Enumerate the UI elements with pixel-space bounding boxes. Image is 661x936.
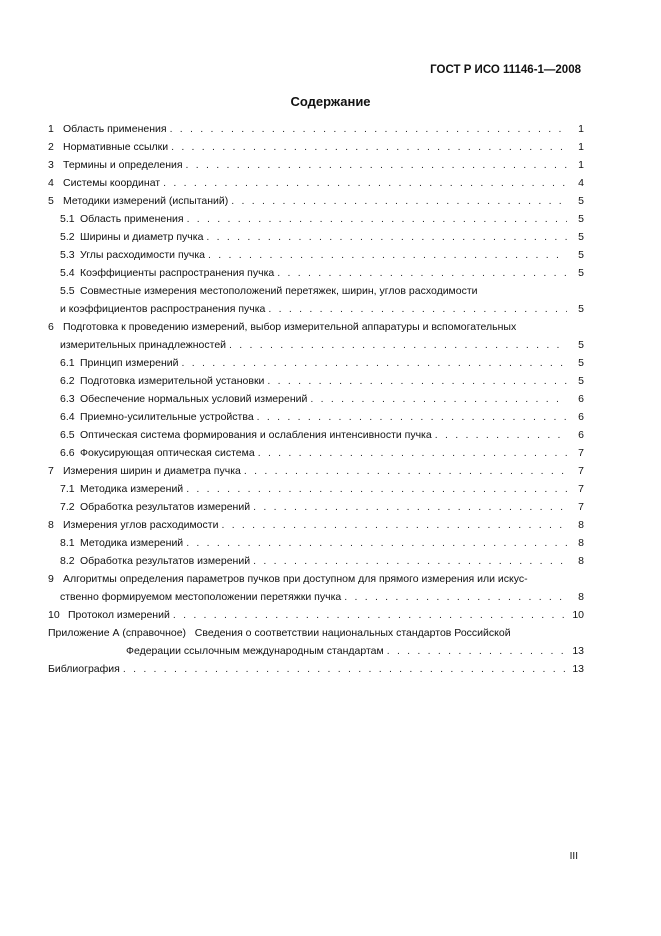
toc-entry-number: 5.4 <box>60 267 75 279</box>
toc-subentry[interactable] <box>48 282 584 300</box>
toc-entry-number: 9 <box>48 573 54 585</box>
toc-subentry[interactable] <box>48 534 584 552</box>
toc-entry-page: 13 <box>572 645 584 657</box>
toc-entry-title: Подготовка измерительной установки <box>80 375 265 387</box>
toc-entry-page: 1 <box>578 141 584 153</box>
dot-leader <box>170 120 567 138</box>
toc-entry-page: 5 <box>578 357 584 369</box>
toc-entry-title: Методика измерений <box>80 537 184 549</box>
toc-entry-page: 1 <box>578 159 584 171</box>
toc-entry-title: Обеспечение нормальных условий измерений <box>80 393 308 405</box>
toc-subentry[interactable] <box>48 354 584 372</box>
toc-entry-number: 6.4 <box>60 411 75 423</box>
toc-entry-title: Углы расходимости пучка <box>80 249 206 261</box>
dot-leader <box>173 606 567 624</box>
toc-entry-number: 7 <box>48 465 54 477</box>
toc-entry-title: Приложение А (справочное) Сведения о соответствии национальных стандартов Российской <box>48 627 511 639</box>
dot-leader <box>231 192 567 210</box>
toc-entry-title: Обработка результатов измерений <box>80 555 251 567</box>
dot-leader <box>277 264 567 282</box>
toc-subentry[interactable] <box>48 408 584 426</box>
toc-entry-title: Библиография <box>48 663 120 675</box>
toc-entry-page: 7 <box>578 465 584 477</box>
dot-leader <box>268 300 567 318</box>
toc-entry-title: Термины и определения <box>63 159 183 171</box>
dot-leader <box>258 444 567 462</box>
dot-leader <box>253 498 567 516</box>
dot-leader <box>310 390 567 408</box>
toc-entry-page: 8 <box>578 555 584 567</box>
toc-entry-title: Методики измерений (испытаний) <box>63 195 229 207</box>
toc-subentry-continuation[interactable] <box>48 300 584 318</box>
dot-leader <box>206 228 567 246</box>
toc-entry-number: 8.1 <box>60 537 75 549</box>
toc-entry-title: Протокол измерений <box>68 609 170 621</box>
dot-leader <box>163 174 567 192</box>
dot-leader <box>257 408 567 426</box>
toc-entry-number: 1 <box>48 123 54 135</box>
toc-entry-title: Измерения углов расходимости <box>63 519 219 531</box>
toc-entry-title: Подготовка к проведению измерений, выбор измерительной аппаратуры и вспомогательных <box>63 321 517 333</box>
toc-entry-number: 8.2 <box>60 555 75 567</box>
toc-entry-number: 7.2 <box>60 501 75 513</box>
toc-entry-page: 13 <box>572 663 584 675</box>
dot-leader <box>244 462 567 480</box>
dot-leader <box>186 156 567 174</box>
toc-entry-number: 5 <box>48 195 54 207</box>
toc-entry-page: 8 <box>578 591 584 603</box>
toc-entry-number: 6.1 <box>60 357 75 369</box>
toc-entry-title: Методика измерений <box>80 483 184 495</box>
toc-entry-number: 5.5 <box>60 285 75 297</box>
toc-entry-number: 4 <box>48 177 54 189</box>
toc-appendix-continuation[interactable] <box>48 642 584 660</box>
toc-entry-title: Область применения <box>63 123 167 135</box>
toc-entry-title: Оптическая система формирования и ослабления интенсивности пучка <box>80 429 432 441</box>
toc-entry-page: 4 <box>578 177 584 189</box>
toc-entry-number: 3 <box>48 159 54 171</box>
toc-entry-number: 8 <box>48 519 54 531</box>
toc-entry[interactable] <box>48 174 584 192</box>
page-title: Содержание <box>290 94 371 109</box>
toc-entry-title: Федерации ссылочным международным стандартам <box>126 645 384 657</box>
toc-entry-number: 6.3 <box>60 393 75 405</box>
toc-entry-title: Фокусирующая оптическая система <box>80 447 255 459</box>
dot-leader <box>229 336 567 354</box>
toc-subentry[interactable] <box>48 246 584 264</box>
toc-entry-number: 5.1 <box>60 213 75 225</box>
toc-entry-page: 5 <box>578 195 584 207</box>
dot-leader <box>435 426 567 444</box>
page-number: III <box>569 851 578 862</box>
toc-entry-page: 1 <box>578 123 584 135</box>
dot-leader <box>344 588 567 606</box>
toc-entry-title: Коэффициенты распространения пучка <box>80 267 275 279</box>
dot-leader <box>181 354 567 372</box>
toc-entry[interactable] <box>48 120 584 138</box>
toc-entry-title: ственно формируемом местоположении перетяжки пучка <box>60 591 342 603</box>
toc-entry-title: Системы координат <box>63 177 161 189</box>
toc-subentry[interactable] <box>48 228 584 246</box>
dot-leader <box>208 246 567 264</box>
toc-entry-page: 5 <box>578 249 584 261</box>
toc-entry-number: 6.5 <box>60 429 75 441</box>
standard-header: ГОСТ Р ИСО 11146-1—2008 <box>430 64 581 76</box>
toc-entry[interactable] <box>48 606 584 624</box>
toc-subentry[interactable] <box>48 552 584 570</box>
toc-entry-page: 5 <box>578 213 584 225</box>
toc-entry[interactable] <box>48 516 584 534</box>
toc-entry-number: 10 <box>48 609 60 621</box>
dot-leader <box>387 642 567 660</box>
toc-entry-continuation[interactable] <box>48 588 584 606</box>
toc-entry[interactable] <box>48 318 584 336</box>
toc-subentry[interactable] <box>48 390 584 408</box>
toc-entry-title: Алгоритмы определения параметров пучков при доступном для прямого измерения или искус- <box>63 573 528 585</box>
toc-subentry[interactable] <box>48 498 584 516</box>
toc-entry[interactable] <box>48 570 584 588</box>
toc-entry-number: 6.2 <box>60 375 75 387</box>
toc-entry-page: 5 <box>578 375 584 387</box>
toc-subentry[interactable] <box>48 444 584 462</box>
toc-entry-title: Область применения <box>80 213 184 225</box>
toc-entry-page: 5 <box>578 303 584 315</box>
toc-bibliography-entry[interactable] <box>48 660 584 678</box>
table-of-contents <box>48 120 584 678</box>
toc-subentry[interactable] <box>48 210 584 228</box>
dot-leader <box>171 138 567 156</box>
toc-entry-page: 5 <box>578 231 584 243</box>
toc-entry-title: измерительных принадлежностей <box>60 339 227 351</box>
toc-entry-page: 8 <box>578 519 584 531</box>
toc-entry-number: 6.6 <box>60 447 75 459</box>
toc-entry-page: 5 <box>578 339 584 351</box>
toc-subentry[interactable] <box>48 264 584 282</box>
toc-entry-number: 5.3 <box>60 249 75 261</box>
toc-entry[interactable] <box>48 156 584 174</box>
toc-entry-title: Приемно-усилительные устройства <box>80 411 254 423</box>
dot-leader <box>186 480 567 498</box>
toc-entry-page: 7 <box>578 501 584 513</box>
toc-entry[interactable] <box>48 192 584 210</box>
toc-entry-title: Принцип измерений <box>80 357 179 369</box>
toc-subentry[interactable] <box>48 426 584 444</box>
toc-entry-page: 5 <box>578 267 584 279</box>
dot-leader <box>123 660 567 678</box>
toc-entry-title: Совместные измерения местоположений перетяжек, ширин, углов расходимости <box>80 285 478 297</box>
toc-entry[interactable] <box>48 462 584 480</box>
toc-entry-page: 7 <box>578 447 584 459</box>
toc-entry[interactable] <box>48 138 584 156</box>
dot-leader <box>186 534 567 552</box>
dot-leader <box>187 210 567 228</box>
toc-entry-page: 8 <box>578 537 584 549</box>
toc-entry-title: Измерения ширин и диаметра пучка <box>63 465 241 477</box>
toc-subentry[interactable] <box>48 480 584 498</box>
toc-entry-page: 6 <box>578 411 584 423</box>
dot-leader <box>267 372 567 390</box>
toc-entry-title: Ширины и диаметр пучка <box>80 231 204 243</box>
toc-entry-number: 5.2 <box>60 231 75 243</box>
toc-entry-page: 7 <box>578 483 584 495</box>
toc-entry-page: 10 <box>572 609 584 621</box>
toc-entry-number: 6 <box>48 321 54 333</box>
toc-entry-page: 6 <box>578 393 584 405</box>
toc-subentry[interactable] <box>48 372 584 390</box>
dot-leader <box>253 552 567 570</box>
toc-entry-title: Обработка результатов измерений <box>80 501 251 513</box>
toc-entry-title: и коэффициентов распространения пучка <box>60 303 266 315</box>
toc-entry-title: Нормативные ссылки <box>63 141 169 153</box>
toc-entry-number: 2 <box>48 141 54 153</box>
toc-appendix-entry[interactable] <box>48 624 584 642</box>
toc-entry-continuation[interactable] <box>48 336 584 354</box>
toc-entry-page: 6 <box>578 429 584 441</box>
dot-leader <box>221 516 567 534</box>
toc-entry-number: 7.1 <box>60 483 75 495</box>
